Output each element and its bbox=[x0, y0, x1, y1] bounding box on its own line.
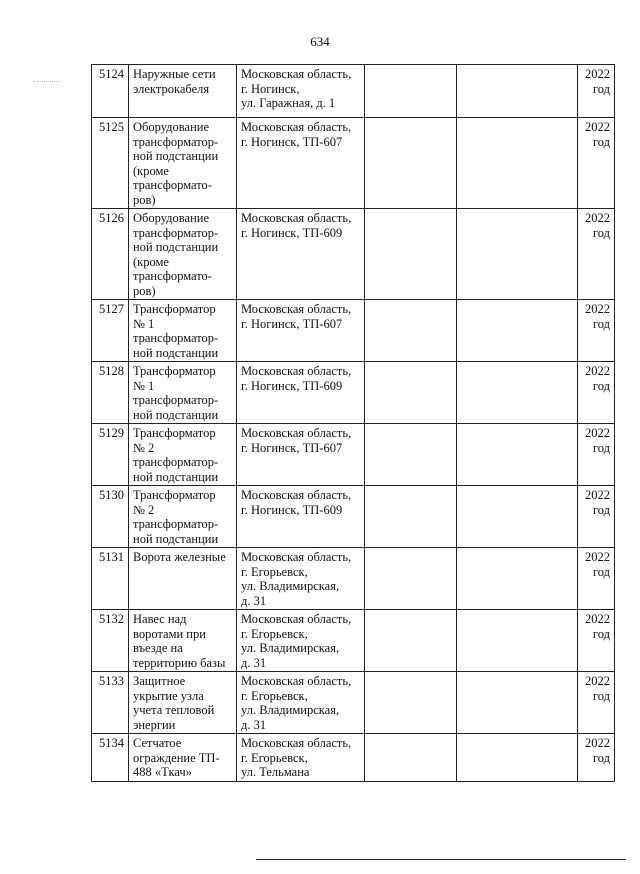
empty-cell bbox=[457, 209, 578, 300]
empty-cell bbox=[365, 300, 457, 362]
empty-cell bbox=[365, 672, 457, 734]
object-name-cell: Ворота железные bbox=[129, 548, 237, 610]
table-row bbox=[92, 65, 615, 118]
row-number-cell: 5127 bbox=[92, 300, 129, 362]
address-cell: Московская область, г. Егорьевск, ул. Владимирская, д. 31 bbox=[237, 672, 365, 734]
row-number-cell: 5133 bbox=[92, 672, 129, 734]
year-cell: 2022 год bbox=[578, 734, 615, 782]
row-number-cell: 5126 bbox=[92, 209, 129, 300]
object-name-cell: Сетчатое ограждение ТП- 488 «Ткач» bbox=[129, 734, 237, 782]
empty-cell bbox=[457, 424, 578, 486]
table-row bbox=[92, 610, 615, 672]
row-number-cell: 5132 bbox=[92, 610, 129, 672]
object-name-cell: Трансформатор № 1 трансформатор- ной подстанции bbox=[129, 300, 237, 362]
year-cell: 2022 год bbox=[578, 548, 615, 610]
year-cell: 2022 год bbox=[578, 118, 615, 209]
page-number: 634 bbox=[310, 34, 330, 49]
empty-cell bbox=[457, 486, 578, 548]
address-cell: Московская область, г. Ногинск, ул. Гаражная, д. 1 bbox=[237, 65, 365, 118]
empty-cell bbox=[365, 486, 457, 548]
empty-cell bbox=[365, 65, 457, 118]
empty-cell bbox=[365, 362, 457, 424]
table-row bbox=[92, 486, 615, 548]
empty-cell bbox=[457, 672, 578, 734]
address-cell: Московская область, г. Ногинск, ТП-607 bbox=[237, 118, 365, 209]
object-name-cell: Трансформатор № 1 трансформатор- ной подстанции bbox=[129, 362, 237, 424]
empty-cell bbox=[457, 118, 578, 209]
empty-cell bbox=[365, 734, 457, 782]
row-number-cell: 5134 bbox=[92, 734, 129, 782]
empty-cell bbox=[457, 548, 578, 610]
table-row bbox=[92, 548, 615, 610]
year-cell: 2022 год bbox=[578, 65, 615, 118]
year-cell: 2022 год bbox=[578, 300, 615, 362]
table-row bbox=[92, 118, 615, 209]
address-cell: Московская область, г. Ногинск, ТП-609 bbox=[237, 209, 365, 300]
object-name-cell: Оборудование трансформатор- ной подстанции (кроме трансформато- ров) bbox=[129, 118, 237, 209]
year-cell: 2022 год bbox=[578, 486, 615, 548]
empty-cell bbox=[457, 300, 578, 362]
empty-cell bbox=[365, 610, 457, 672]
empty-cell bbox=[457, 610, 578, 672]
footer-rule bbox=[256, 859, 626, 860]
year-cell: 2022 год bbox=[578, 424, 615, 486]
object-name-cell: Оборудование трансформатор- ной подстанции (кроме трансформато- ров) bbox=[129, 209, 237, 300]
table-row bbox=[92, 209, 615, 300]
year-cell: 2022 год bbox=[578, 362, 615, 424]
empty-cell bbox=[365, 424, 457, 486]
object-name-cell: Навес над воротами при въезде на территорию базы bbox=[129, 610, 237, 672]
table-row bbox=[92, 424, 615, 486]
address-cell: Московская область, г. Ногинск, ТП-609 bbox=[237, 362, 365, 424]
empty-cell bbox=[457, 734, 578, 782]
object-name-cell: Защитное укрытие узла учета тепловой энергии bbox=[129, 672, 237, 734]
address-cell: Московская область, г. Ногинск, ТП-609 bbox=[237, 486, 365, 548]
year-cell: 2022 год bbox=[578, 209, 615, 300]
table-body bbox=[92, 65, 615, 782]
address-cell: Московская область, г. Егорьевск, ул. Владимирская, д. 31 bbox=[237, 610, 365, 672]
row-number-cell: 5129 bbox=[92, 424, 129, 486]
empty-cell bbox=[365, 209, 457, 300]
table-row bbox=[92, 672, 615, 734]
address-cell: Московская область, г. Егорьевск, ул. Тельмана bbox=[237, 734, 365, 782]
address-cell: Московская область, г. Егорьевск, ул. Владимирская, д. 31 bbox=[237, 548, 365, 610]
row-number-cell: 5131 bbox=[92, 548, 129, 610]
row-number-cell: 5124 bbox=[92, 65, 129, 118]
table-row bbox=[92, 300, 615, 362]
object-name-cell: Трансформатор № 2 трансформатор- ной подстанции bbox=[129, 424, 237, 486]
object-name-cell: Наружные сети электрокабеля bbox=[129, 65, 237, 118]
row-number-cell: 5125 bbox=[92, 118, 129, 209]
table-row bbox=[92, 362, 615, 424]
row-number-cell: 5128 bbox=[92, 362, 129, 424]
scan-artifact bbox=[33, 81, 59, 82]
table-row bbox=[92, 734, 615, 782]
object-name-cell: Трансформатор № 2 трансформатор- ной подстанции bbox=[129, 486, 237, 548]
empty-cell bbox=[457, 362, 578, 424]
row-number-cell: 5130 bbox=[92, 486, 129, 548]
address-cell: Московская область, г. Ногинск, ТП-607 bbox=[237, 424, 365, 486]
empty-cell bbox=[365, 548, 457, 610]
empty-cell bbox=[365, 118, 457, 209]
empty-cell bbox=[457, 65, 578, 118]
address-cell: Московская область, г. Ногинск, ТП-607 bbox=[237, 300, 365, 362]
year-cell: 2022 год bbox=[578, 610, 615, 672]
property-registry-table bbox=[91, 64, 615, 782]
year-cell: 2022 год bbox=[578, 672, 615, 734]
